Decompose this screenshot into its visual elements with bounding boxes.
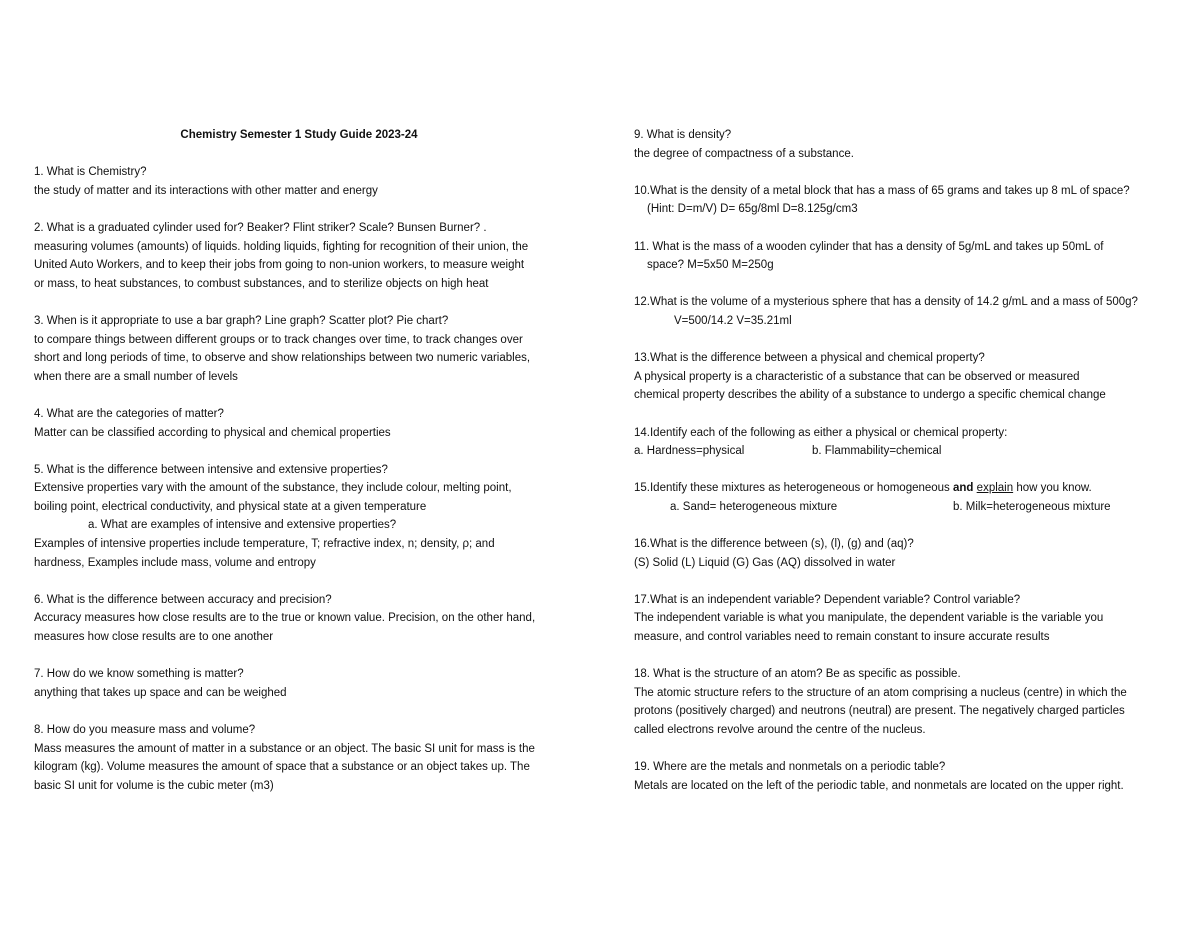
question-18 — [634, 665, 1174, 739]
question-10 — [634, 182, 1174, 219]
question-16 — [634, 535, 1174, 572]
answer-line: kilogram (kg). Volume measures the amount of space that a substance or an object takes up. The — [34, 761, 530, 774]
answer-line: Extensive properties vary with the amount of the substance, they include colour, melting point, — [34, 482, 512, 495]
answer-line: A physical property is a characteristic of a substance that can be observed or measured — [634, 370, 1080, 383]
question-2 — [34, 219, 574, 293]
question-text: 14.Identify each of the following as either a physical or chemical property: — [634, 426, 1008, 439]
answer-b: b. Milk=heterogeneous mixture — [953, 500, 1111, 513]
answer-line: Examples of intensive properties include temperature, T; refractive index, n; density, ρ; and — [34, 538, 495, 551]
question-text: 18. What is the structure of an atom? Be as specific as possible. — [634, 668, 961, 681]
question-text: 7. How do we know something is matter? — [34, 668, 244, 681]
question-text: 5. What is the difference between intensive and extensive properties? — [34, 463, 388, 476]
left-column — [34, 126, 574, 814]
question-text: 3. When is it appropriate to use a bar graph? Line graph? Scatter plot? Pie chart? — [34, 314, 449, 327]
answer-line: Metals are located on the left of the periodic table, and nonmetals are located on the upper right. — [634, 779, 1124, 792]
answer-line: called electrons revolve around the centre of the nucleus. — [634, 724, 926, 736]
answer-line: measures how close results are to one another — [34, 631, 274, 644]
question-text: 13.What is the difference between a physical and chemical property? — [634, 352, 985, 365]
right-column — [634, 126, 1174, 814]
answer-a: a. Hardness=physical — [634, 445, 745, 458]
answer-line: (S) Solid (L) Liquid (G) Gas (AQ) dissolved in water — [634, 556, 896, 569]
question-text: 2. What is a graduated cylinder used for? Beaker? Flint striker? Scale? Bunsen Burner? . — [34, 221, 487, 234]
question-text-part: how you know. — [1013, 482, 1092, 495]
question-text: 6. What is the difference between accuracy and precision? — [34, 593, 332, 606]
answer-line: basic SI unit for volume is the cubic meter (m3) — [34, 779, 274, 792]
question-text: 4. What are the categories of matter? — [34, 407, 224, 420]
question-text: 19. Where are the metals and nonmetals on a periodic table? — [634, 761, 946, 774]
answer-line: anything that takes up space and can be weighed — [34, 686, 287, 699]
question-text-part: 15.Identify these mixtures as heterogeneous or homogeneous — [634, 482, 954, 495]
answer-line: space? M=5x50 M=250g — [647, 259, 774, 272]
answer-line: The atomic structure refers to the structure of an atom comprising a nucleus (centre) in which the — [634, 686, 1127, 699]
answer-line: or mass, to heat substances, to combust substances, and to sterilize objects on high heat — [34, 277, 489, 290]
question-text-underline: explain — [976, 482, 1014, 495]
answer-line: United Auto Workers, and to keep their jobs from going to non-union workers, to measure weight — [34, 259, 525, 272]
question-text: 1. What is Chemistry? — [34, 166, 147, 179]
question-text: 9. What is density? — [634, 129, 732, 141]
answer-b: b. Flammability=chemical — [812, 445, 942, 458]
question-text: 16.What is the difference between (s), (l), (g) and (aq)? — [634, 538, 914, 551]
answer-line: hardness, Examples include mass, volume and entropy — [34, 556, 316, 569]
question-text: 12.What is the volume of a mysterious sphere that has a density of 14.2 g/mL and a mass of 500g? — [634, 296, 1138, 309]
answer-line: the degree of compactness of a substance. — [634, 147, 854, 160]
answer-line: protons (positively charged) and neutrons (neutral) are present. The negatively charged particles — [634, 705, 1125, 718]
answer-row — [634, 498, 1174, 517]
answer-line: short and long periods of time, to observe and show relationships between two numeric variables, — [34, 352, 531, 365]
answer-line: Matter can be classified according to physical and chemical properties — [34, 426, 391, 439]
question-text: 10.What is the density of a metal block that has a mass of 65 grams and takes up 8 mL of space? — [634, 184, 1130, 197]
sub-question-text: a. What are examples of intensive and extensive properties? — [88, 519, 397, 532]
answer-line: when there are a small number of levels — [34, 370, 238, 383]
question-text: 17.What is an independent variable? Dependent variable? Control variable? — [634, 593, 1021, 606]
answer-line: (Hint: D=m/V) D= 65g/8ml D=8.125g/cm3 — [647, 203, 858, 216]
answer-line: to compare things between different groups or to track changes over time, to track changes over — [34, 333, 523, 346]
answer-line: Accuracy measures how close results are to the true or known value. Precision, on the other hand, — [34, 612, 536, 625]
question-17 — [634, 591, 1174, 647]
question-12 — [634, 293, 1174, 330]
question-text: 8. How do you measure mass and volume? — [34, 724, 256, 736]
answer-a: a. Sand= heterogeneous mixture — [670, 500, 838, 513]
answer-row — [634, 442, 1174, 461]
answer-line: boiling point, electrical conductivity, and physical state at a given temperature — [34, 500, 427, 513]
question-6 — [34, 591, 574, 647]
question-15 — [634, 479, 1174, 516]
answer-line: measure, and control variables need to remain constant to insure accurate results — [634, 631, 1050, 644]
question-1 — [34, 163, 574, 200]
question-7 — [34, 665, 574, 702]
answer-line: V=500/14.2 V=35.21ml — [674, 314, 792, 327]
document-title: Chemistry Semester 1 Study Guide 2023-24 — [180, 129, 418, 141]
question-text-bold: and — [953, 482, 974, 495]
question-8 — [34, 721, 574, 795]
question-9 — [634, 126, 1174, 163]
question-11 — [634, 238, 1174, 275]
question-text — [634, 479, 1174, 498]
question-3 — [34, 312, 574, 386]
answer-line: The independent variable is what you manipulate, the dependent variable is the variable you — [634, 612, 1104, 625]
question-4 — [34, 405, 574, 442]
answer-line: the study of matter and its interactions with other matter and energy — [34, 184, 378, 197]
answer-line: chemical property describes the ability of a substance to undergo a specific chemical change — [634, 389, 1106, 402]
question-13 — [634, 349, 1174, 405]
question-text: 11. What is the mass of a wooden cylinder that has a density of 5g/mL and takes up 50mL of — [634, 240, 1104, 253]
answer-line: Mass measures the amount of matter in a substance or an object. The basic SI unit for mass is the — [34, 742, 535, 755]
question-14 — [634, 424, 1174, 461]
question-5 — [34, 461, 574, 573]
answer-line: measuring volumes (amounts) of liquids. holding liquids, fighting for recognition of their union, the — [34, 240, 529, 253]
question-19 — [634, 758, 1174, 795]
